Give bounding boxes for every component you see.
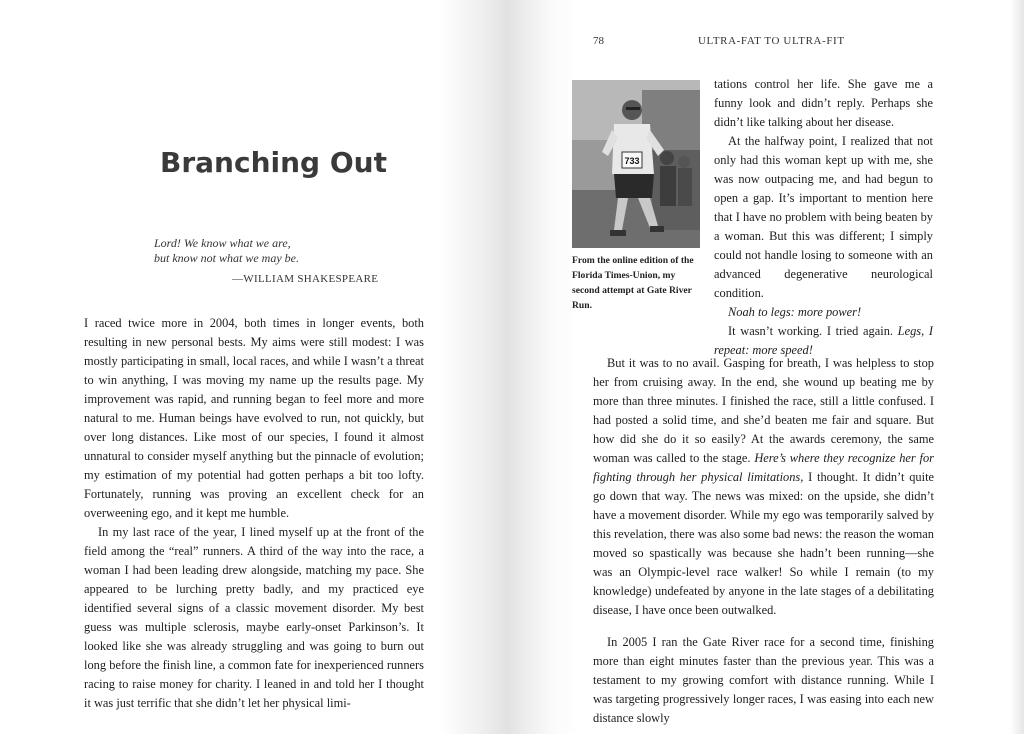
body-text-span: It wasn’t working. I tried again. (728, 324, 893, 338)
body-text-italic-span: Here’s where they recognize her for fighting through her physical limitations (593, 451, 934, 485)
epigraph-line: but know not what we may be. (154, 251, 299, 265)
photo-caption: From the online edition of the Florida Times-Union, my second attempt at Gate River Run. (572, 255, 694, 311)
left-page (0, 0, 500, 734)
chapter-title: Branching Out (160, 146, 387, 179)
right-column-text (714, 75, 933, 360)
body-paragraph: tations control her life. She gave me a funny look and didn’t reply. Perhaps she didn’t like talking about her disease. (714, 77, 933, 129)
body-paragraph: I raced twice more in 2004, both times in longer events, both resulting in new personal bests. My aims were still modest: I was mostly participating in small, local races, and while I wasn’t a threat to win anything, I was moving my name up the results page. My improvement was rapid, and running began to feel more and more natural to me. Human beings have evolved to run, not quickly, but over long distances. Like most of our species, I found it almost unnatural to consider myself anything but the pinnacle of evolution; my estimation of my potential had gotten perhaps a bit too lofty. Fortunately, running was proving an excellent check for an overweening ego, and it kept me humble. (84, 316, 424, 520)
page-number: 78 (593, 35, 604, 47)
running-head: ULTRA-FAT TO ULTRA-FIT (698, 35, 845, 47)
body-paragraph (593, 633, 934, 728)
epigraph (154, 236, 368, 266)
body-paragraph: Noah to legs: more power! (728, 305, 862, 319)
body-text-span: But it was to no avail. Gasping for breath, I was helpless to stop her from cruising away. In the end, she wound up beating me by more than three minutes. I finished the race, still a little confused. I had posted a solid time, and she’d beaten me fair and square. But how did she do it so easily? At the awards ceremony, the same woman was called to the stage. (593, 356, 934, 466)
right-page (520, 0, 1024, 734)
runner-photo (572, 80, 700, 248)
body-text-span: , I thought. It didn’t quite go down that way. The news was mixed: on the upside, she didn’t have a movement disorder. While my ego was temporarily salved by this revelation, there was also some bad news: the reason the woman moved so spastically was because she hadn’t been running—she was an Olympic-level race walker! So while I remain (to my knowledge) undefeated by anyone in the late stages of a debilitating disease, I have once been outwalked. (593, 470, 935, 618)
body-paragraph (593, 354, 934, 620)
body-paragraph: At the halfway point, I realized that not only had this woman kept up with me, she was now outpacing me, and had begun to open a gap. It’s important to mention here that I have no problem with being beaten by a woman. But this was different; I simply could not handle losing to someone with an advanced degenerative neurological condition. (714, 134, 933, 300)
epigraph-line: Lord! We know what we are, (154, 236, 291, 250)
right-body-text (593, 342, 934, 740)
left-body-text (84, 314, 424, 713)
body-paragraph: In my last race of the year, I lined myself up at the front of the field among the “real” runners. A third of the way into the race, a woman I had been leading drew alongside, matching my pace. She appeared to be lurching pretty badly, and my practiced eye identified several signs of a classic movement disorder. My best guess was multiple sclerosis, maybe early-onset Parkinson’s. It looked like she was already struggling and was going to burn out long before the finish line, a common fate for inexperienced runners racing to raise money for charity. I leaned in and told her I thought it was just terrific that she didn’t let her physical limi- (84, 525, 424, 710)
body-text-span: In 2005 I ran the Gate River race for a second time, finishing more than eight minutes faster than the previous year. This was a testament to my growing comfort with distance running. While I was targeting progressively longer races, I was easing into each new distance slowly (593, 634, 934, 725)
epigraph-attribution: —WILLIAM SHAKESPEARE (232, 273, 379, 285)
bib-number: 733 (624, 156, 640, 166)
body-text-italic-span: Legs, I repeat: more speed! (714, 324, 933, 357)
runner-photo-image (572, 80, 700, 248)
